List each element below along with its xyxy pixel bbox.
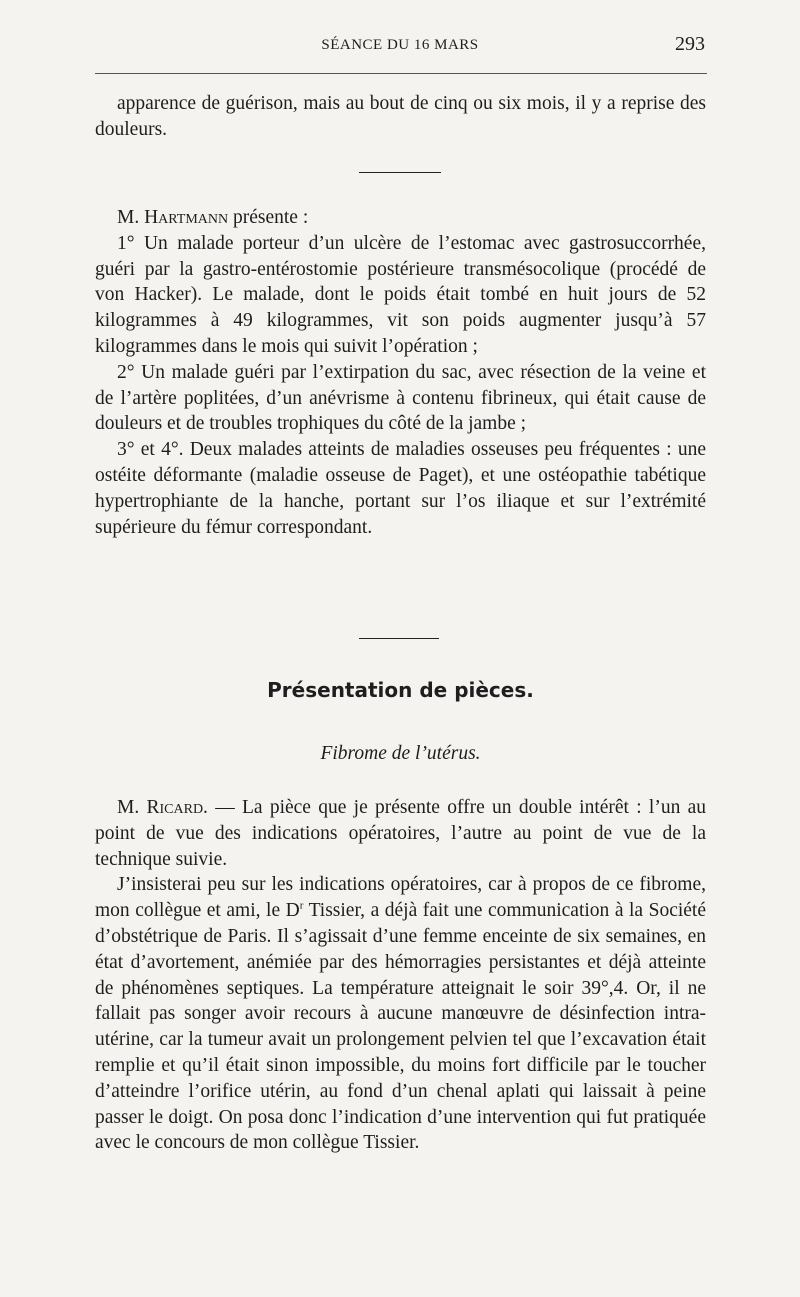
page-number: 293 <box>675 33 705 55</box>
hartmann-intro-paragraph <box>95 205 706 231</box>
section-heading: Présentation de pièces. <box>267 678 534 702</box>
hartmann-intro: présente : <box>232 207 309 228</box>
hartmann-item-2: 2° Un malade guéri par l’extirpation du sac, avec résection de la veine et de l’artère poplitées, d’un anévrisme à contenu fibrineux, qui était cause de douleurs et de troubles trophiques du côté de la jambe ; <box>95 361 706 435</box>
hartmann-presentation <box>95 205 706 540</box>
ricard-paragraph-1 <box>95 795 706 872</box>
running-head <box>95 33 705 63</box>
doctor-abbrev-superscript: r <box>299 899 304 912</box>
ricard-paragraph-2-start: J’insisterai peu sur les indications opératoires, car à propos de ce fibrome, mon collègue et ami, le D <box>95 874 706 922</box>
running-head-title: SÉANCE DU 16 MARS <box>321 37 479 53</box>
separator-rule <box>359 172 441 173</box>
continuation-text <box>95 91 706 143</box>
ricard-paragraph-1-text: — La pièce que je présente offre un double intérêt : l’un au point de vue des indications opératoires, l’autre au point de vue de la technique suivie. <box>95 797 707 870</box>
ricard-presentation <box>95 795 706 1156</box>
separator-rule <box>359 638 439 639</box>
header-rule <box>95 73 707 74</box>
hartmann-item-1: 1° Un malade porteur d’un ulcère de l’estomac avec gastrosuccorrhée, guéri par la gastro-entérostomie postérieure transmésocolique (procédé de von Hacker). Le malade, dont le poids était tombé en huit jours de 52 kilogrammes à 49 kilogrammes, vit son poids augmenter jusqu’à 57 kilogrammes dans le mois qui suivit l’opération ; <box>95 232 706 357</box>
ricard-paragraph-2-rest: Tissier, a déjà fait une communication à la Société d’obstétrique de Paris. Il s’agissait d’une femme enceinte de six semaines, en état d’avortement, anémiée par des hémorragies persistantes et déjà atteinte de phénomènes septiques. La température atteignait le soir 39°,4. Or, il ne fallait pas songer avoir recours à aucune manœuvre de désinfection intra-utérine, car la tumeur avait un prolongement pelvien tel que l’excavation était remplie et qu’il était sinon impossible, du moins fort difficile par le toucher d’atteindre l’orifice utérin, au fond d’un chenal aplati qui laissait à peine passer le doigt. On posa donc l’indication d’une intervention qui fut pratiquée avec le concours de mon collègue Tissier. <box>95 900 706 1154</box>
speaker-name: M. Hartmann <box>117 207 229 228</box>
section-subheading: Fibrome de l’utérus. <box>320 743 481 764</box>
hartmann-item-3: 3° et 4°. Deux malades atteints de maladies osseuses peu fréquentes : une ostéite déformante (maladie osseuse de Paget), et une ostéopathie tabétique hypertrophiante de la hanche, portant sur l’os iliaque et sur l’extrémité supérieure du fémur correspondant. <box>95 439 706 538</box>
speaker-name: M. Ricard. <box>117 797 208 818</box>
continuation-paragraph: apparence de guérison, mais au bout de cinq ou six mois, il y a reprise des douleurs. <box>95 93 706 140</box>
ricard-paragraph-2 <box>95 872 706 1156</box>
